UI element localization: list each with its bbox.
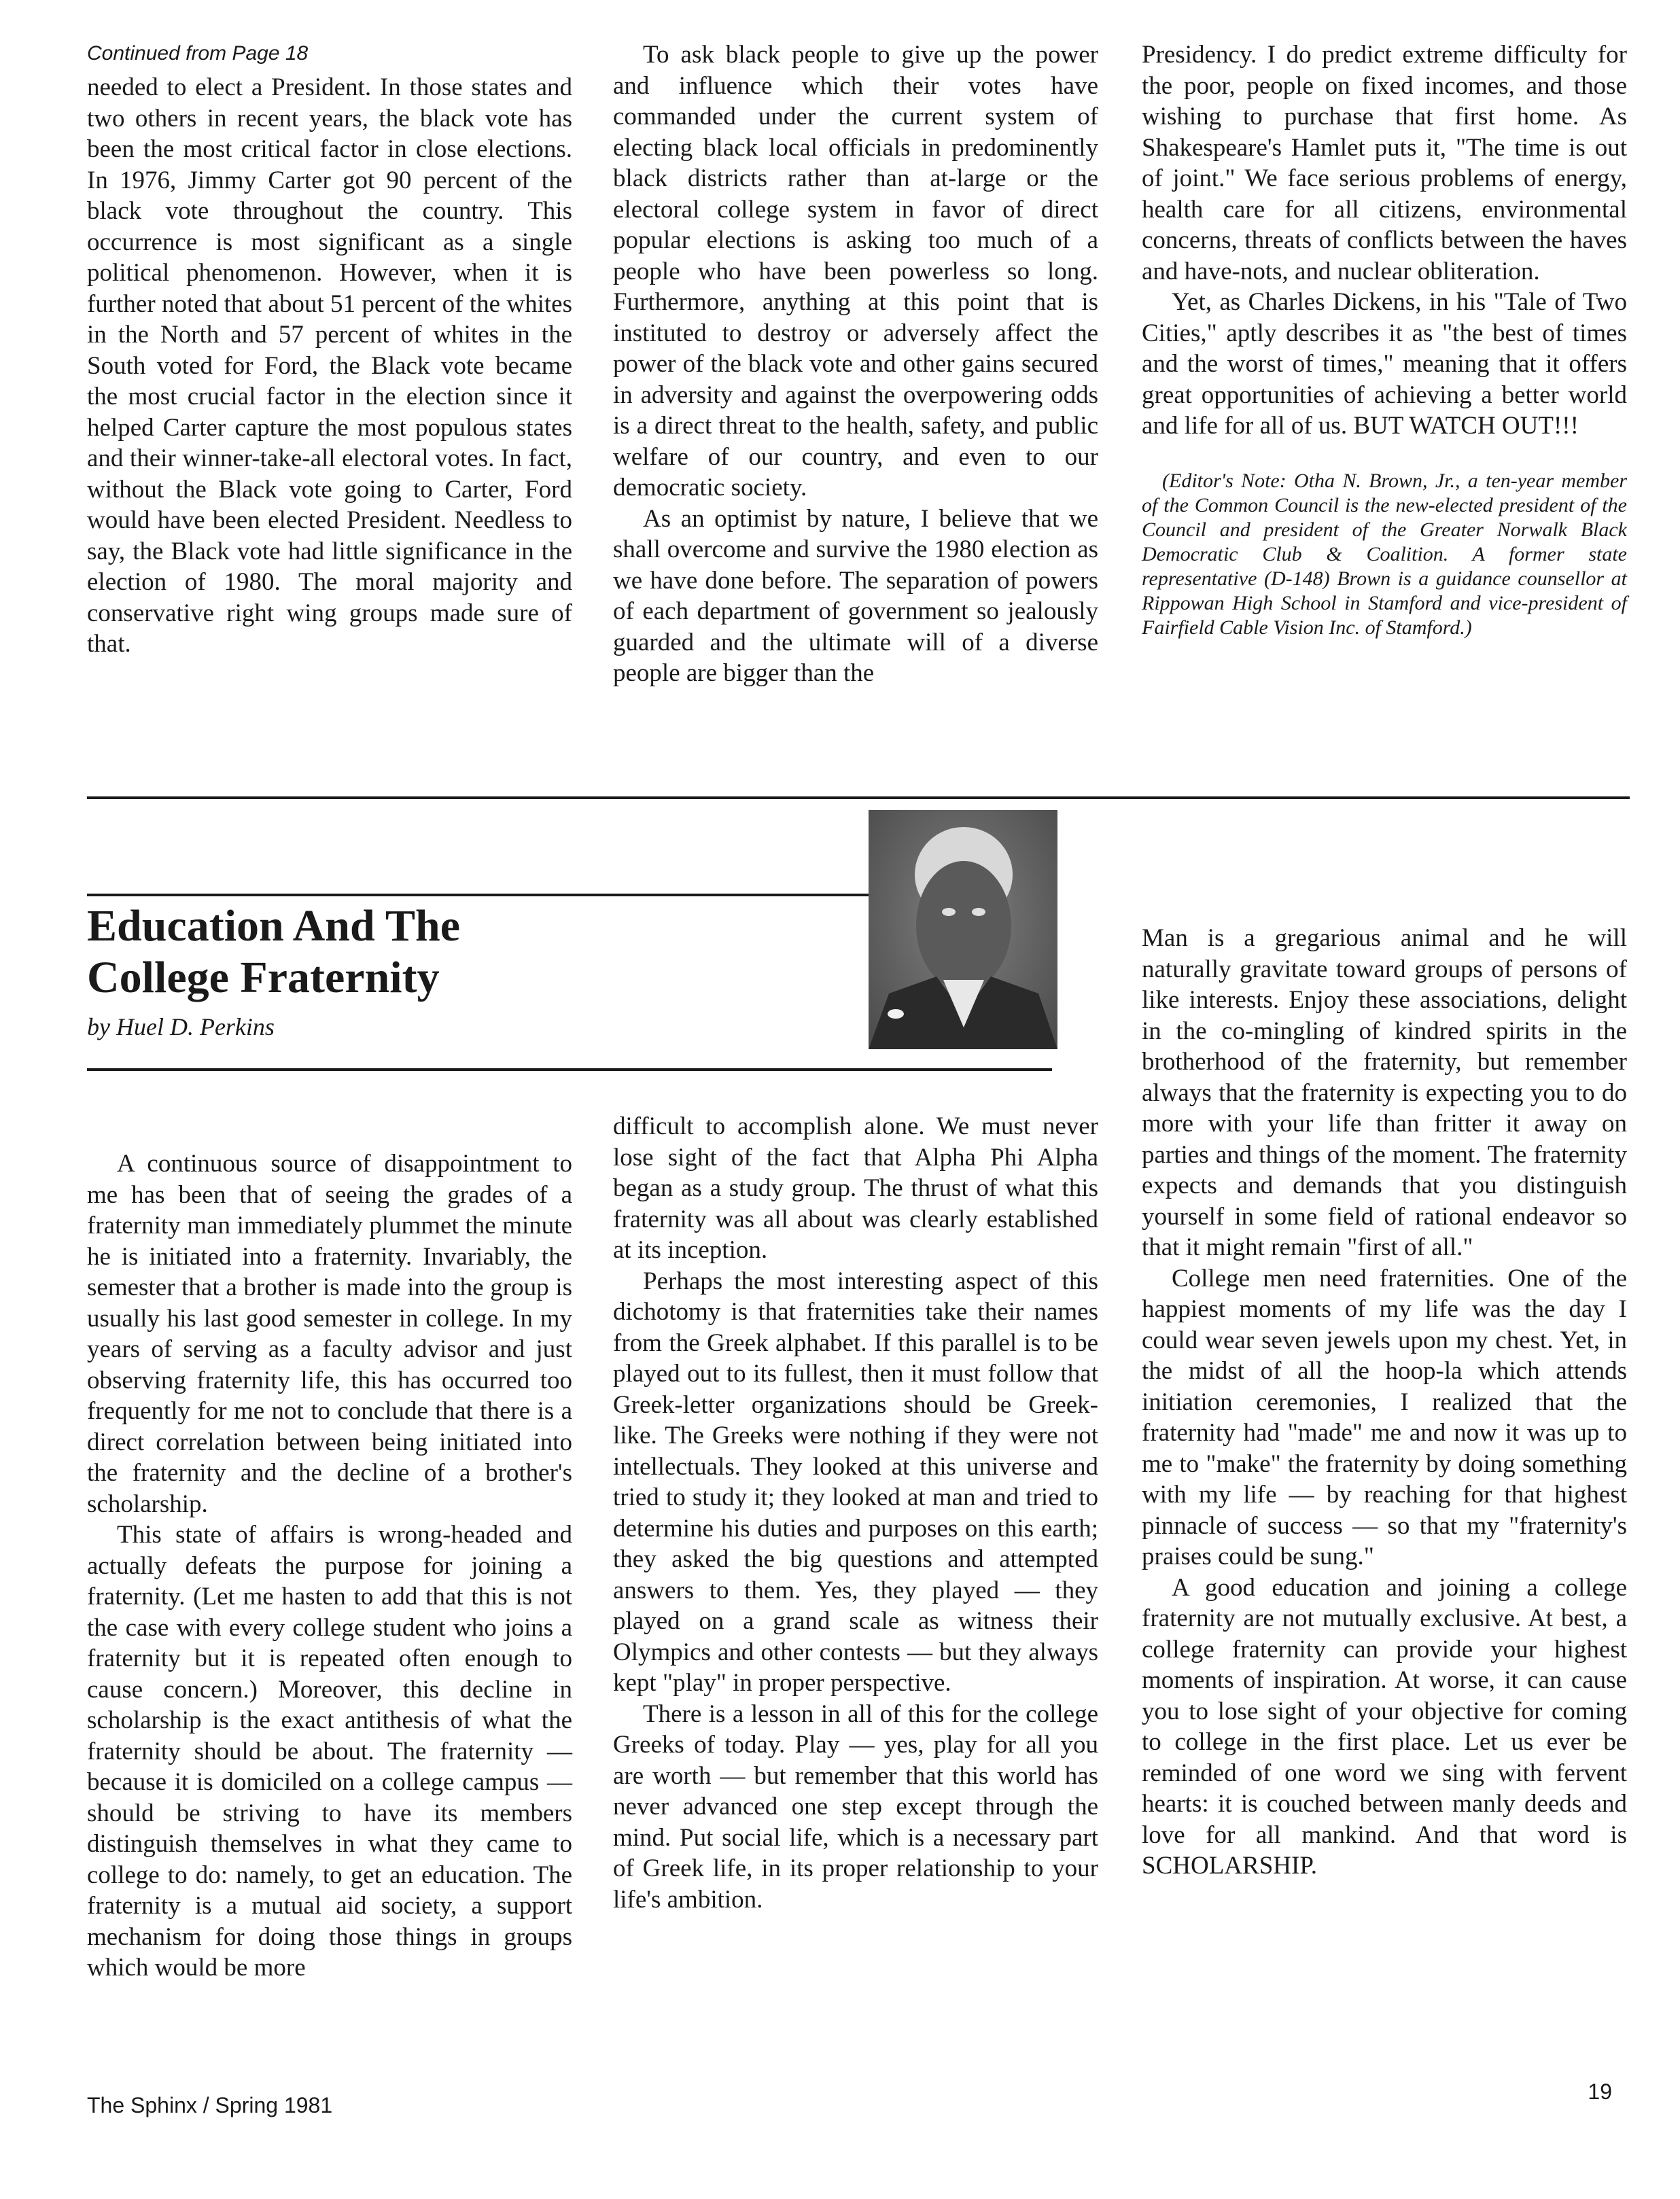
continued-from-label: Continued from Page 18 xyxy=(87,42,309,65)
paragraph: Man is a gregarious animal and he will naturally gravitate toward groups of persons of like interests. Enjoy these associations, delight in the co-mingling of kindred spirits in the brotherhood of the fraternity, but remember always that the fraternity is expecting you to do more with your life than fritter it away on parties and things of the moment. The fraternity expects and demands that you distinguish yourself in some field of rational endeavor so that it might remain "first of all." xyxy=(1142,924,1627,1261)
article-headline xyxy=(87,900,460,1004)
headline-rule-top xyxy=(87,894,869,896)
publication-footer: The Sphinx / Spring 1981 xyxy=(87,2093,333,2117)
bottom-article-column-3 xyxy=(1142,923,1627,1882)
headline-line-1: Education And The xyxy=(87,901,461,951)
paragraph: A continuous source of disappointment to me has been that of seeing the grades of a fraternity man immediately plummet the minute he is initiated into a fraternity. Invariably, the semester that a brother is made into the group is usually his last good semester in college. In my years of serving as a faculty advisor and just observing fraternity life, this has occurred too frequently for me not to conclude that there is a direct correlation between being initiated into the fraternity and the decline of a brother's scholarship. xyxy=(87,1150,572,1518)
paragraph: needed to elect a President. In those states and two others in recent years, the black vote has been the most critical factor in close elections. In 1976, Jimmy Carter got 90 percent of the black vote throughout the country. This occurrence is most significant as a single political phenomenon. However, when it is further noted that about 51 percent of the whites in the North and 57 percent of whites in the South voted for Ford, the Black vote became the most crucial factor in the election since it helped Carter capture the most populous states and their winner-take-all electoral votes. In fact, without the Black vote going to Carter, Ford would have been elected President. Needless to say, the Black vote had little significance in the election of 1980. The moral majority and conservative right wing groups made sure of that. xyxy=(87,73,572,658)
paragraph: Presidency. I do predict extreme difficulty for the poor, people on fixed incomes, and those wishing to purchase that first home. As Shakespeare's Hamlet puts it, "The time is out of joint." We face serious problems of energy, health care for all citizens, environmental concerns, threats of conflicts between the haves and have-nots, and nuclear obliteration. xyxy=(1142,41,1627,285)
paragraph: This state of affairs is wrong-headed and actually defeats the purpose for joining a fraternity. (Let me hasten to add that this is not the case with every college student who joins a fraternity but it is repeated often enough to cause concern.) Moreover, this decline in scholarship is the exact antithesis of what the fraternity should be about. The fraternity — because it is domiciled on a college campus — should be striving to have its members distinguish themselves in what they came to college to do: namely, to get an education. The fraternity is a mutual aid society, a support mechanism for doing those things in groups which would be more xyxy=(87,1521,572,1982)
paragraph: difficult to accomplish alone. We must never lose sight of the fact that Alpha Phi Alpha began as a study group. The thrust of what this fraternity was all about was clearly established at its inception. xyxy=(613,1112,1098,1264)
page-number: 19 xyxy=(1588,2079,1612,2104)
paragraph: To ask black people to give up the power and influence which their votes have commanded under the current system of electing black local officials in predominently black districts rather than at-large or the electoral college system in favor of direct popular elections is asking too much of a people who have been powerless so long. Furthermore, anything at this point that is instituted to destroy or adversely affect the power of the black vote and other gains secured in adversity and against the overpowering odds is a direct threat to the health, safety, and public welfare of our country, and even to our democratic society. xyxy=(613,41,1098,502)
bottom-article-column-2 xyxy=(613,1111,1098,1915)
bottom-article-column-1 xyxy=(87,1148,572,1984)
paragraph: There is a lesson in all of this for the college Greeks of today. Play — yes, play for all you are worth — but remember that this world has never advanced one step except through the mind. Put social life, which is a necessary part of Greek life, in its proper relationship to your life's ambition. xyxy=(613,1700,1098,1914)
author-photo xyxy=(869,810,1057,1049)
top-article-column-3 xyxy=(1142,39,1627,640)
headline-rule-bottom xyxy=(87,1068,1052,1071)
section-divider xyxy=(87,796,1630,799)
paragraph: As an optimist by nature, I believe that we shall overcome and survive the 1980 election as we have done before. The separation of powers of each department of government so jealously guarded and the ultimate will of a diverse people are bigger than the xyxy=(613,504,1098,687)
paragraph: Perhaps the most interesting aspect of this dichotomy is that fraternities take their names from the Greek alphabet. If this parallel is to be played out to its fullest, then it must follow that Greek-letter organizations should be Greek-like. The Greeks were nothing if they were not intellectuals. They looked at this universe and tried to study it; they looked at man and tried to determine his duties and purposes on this earth; they asked the big questions and attempted answers to them. Yes, they played — they played on a grand scale as witness their Olympics and other contests — but they always kept "play" in proper perspective. xyxy=(613,1267,1098,1697)
portrait-illustration xyxy=(869,810,1057,1049)
editors-note: (Editor's Note: Otha N. Brown, Jr., a ten-year member of the Common Council is the new-elected president of the Council and president of the Greater Norwalk Black Democratic Club & Coalition. A former state representative (D-148) Brown is a guidance counsellor at Rippowan High School in Stamford and vice-president of Fairfield Cable Vision Inc. of Stamford.) xyxy=(1142,469,1627,639)
paragraph: Yet, as Charles Dickens, in his "Tale of Two Cities," aptly describes it as "the best of times and the worst of times," meaning that it offers great opportunities of achieving a better world and life for all of us. BUT WATCH OUT!!! xyxy=(1142,288,1627,440)
byline: by Huel D. Perkins xyxy=(87,1013,275,1040)
top-article-column-1 xyxy=(87,72,572,660)
headline-line-2: College Fraternity xyxy=(87,953,440,1002)
top-article-column-2 xyxy=(613,39,1098,689)
paragraph: A good education and joining a college fraternity are not mutually exclusive. At best, a college fraternity can provide your highest moments of inspiration. At worse, it can cause you to lose sight of your objective for coming to college in the first place. Let us ever be reminded of one word we sing with fervent hearts: it is couched between manly deeds and love for all mankind. And that word is SCHOLARSHIP. xyxy=(1142,1573,1627,1880)
paragraph: College men need fraternities. One of the happiest moments of my life was the day I could wear seven jewels upon my chest. Yet, in the midst of all the hoop-la which attends initiation ceremonies, I realized that the fraternity had "made" me and now it was up to me to "make" the fraternity by doing something with my life — by reaching for that highest pinnacle of success — so that my "fraternity's praises could be sung." xyxy=(1142,1264,1627,1570)
